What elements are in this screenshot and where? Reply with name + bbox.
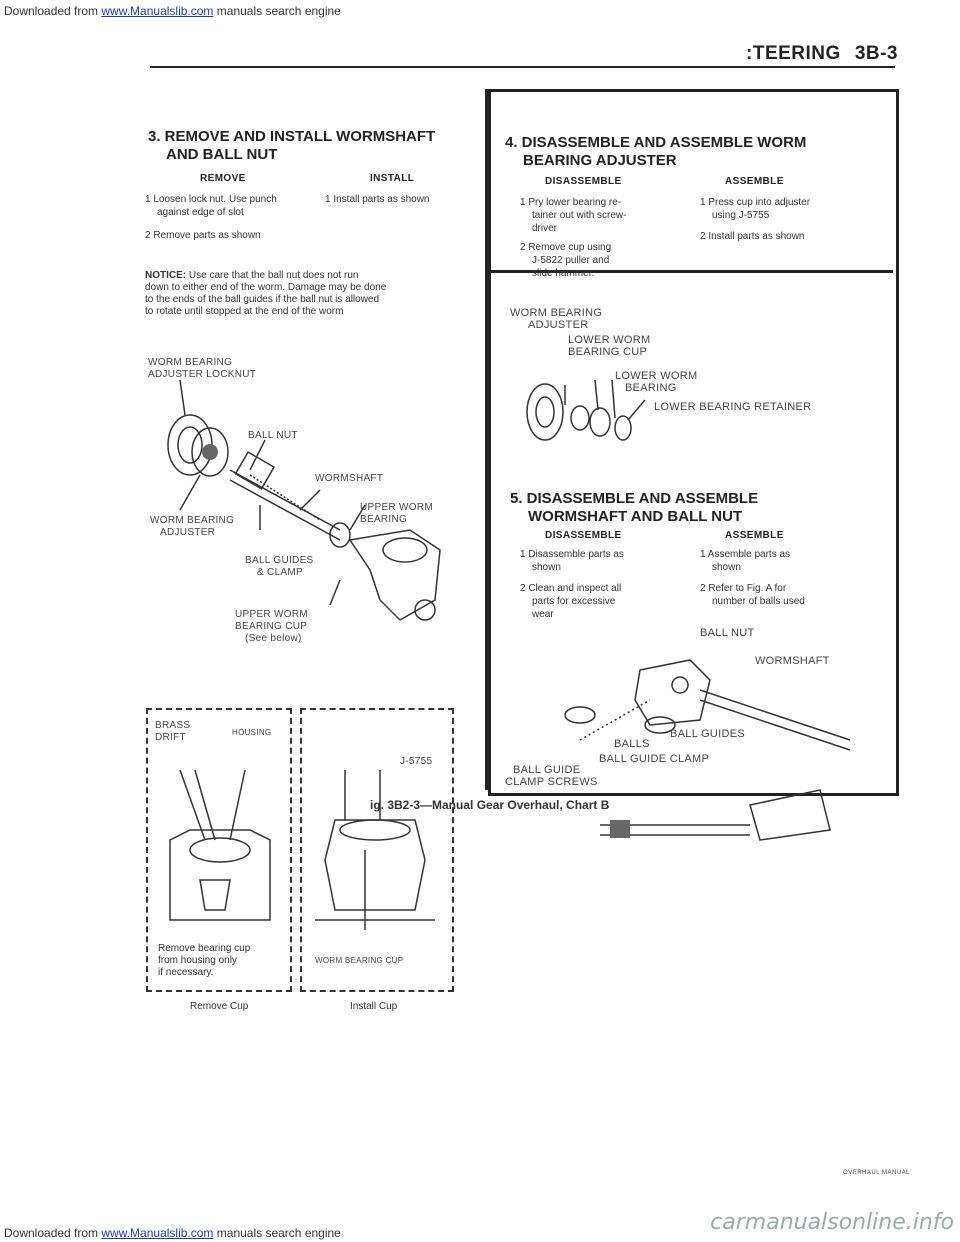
- section5-assemble-header: ASSEMBLE: [725, 530, 784, 541]
- section4-disassemble-header: DISASSEMBLE: [545, 176, 622, 187]
- label-section5-ball-nut: BALL NUT: [700, 627, 755, 639]
- install-cup-illustration: [305, 760, 445, 930]
- bottom-download-banner: Downloaded from www.Manualslib.com manuals search engine: [4, 1226, 341, 1240]
- remove-cup-caption: Remove Cup: [190, 1001, 249, 1012]
- label-worm-bearing-adjuster: WORM BEARING ADJUSTER: [510, 307, 603, 331]
- label-brass-drift: BRASS DRIFT: [155, 720, 191, 743]
- section3-install-steps: 1 Install parts as shown: [325, 194, 430, 205]
- manualslib-footer-link[interactable]: www.Manualslib.com: [101, 1226, 214, 1240]
- label-j5755: J-5755: [400, 756, 433, 767]
- section5-disassemble-header: DISASSEMBLE: [545, 530, 622, 541]
- section5-disassemble-steps: 1 Disassemble parts as shown 2 Clean and inspect all parts for excessive wear: [520, 549, 624, 620]
- section4-title: 4. DISASSEMBLE AND ASSEMBLE WORM BEARING ADJUSTER: [505, 134, 807, 169]
- section3-title: 3. REMOVE AND INSTALL WORMSHAFT AND BALL NUT: [148, 128, 436, 163]
- label-lower-worm-bearing-cup: LOWER WORM BEARING CUP: [568, 334, 651, 358]
- manualslib-link[interactable]: www.Manualslib.com: [101, 4, 214, 18]
- section3-remove-steps: 1 Loosen lock nut. Use punch against edge of slot 2 Remove parts as shown: [145, 194, 277, 241]
- label-section5-wormshaft: WORMSHAFT: [755, 655, 830, 667]
- label-ball-nut: BALL NUT: [248, 430, 298, 441]
- section3-remove-header: REMOVE: [200, 173, 246, 184]
- install-cup-caption: Install Cup: [350, 1001, 398, 1012]
- label-section5-ball-guides: BALL GUIDES: [670, 728, 746, 740]
- overhaul-manual-tag: OVERHAUL MANUAL: [843, 1170, 910, 1176]
- section3-install-header: INSTALL: [370, 173, 415, 184]
- page-number: 3B-3: [854, 43, 898, 64]
- header-rule: [150, 66, 895, 68]
- label-lower-worm-bearing: LOWER WORM BEARING: [615, 370, 698, 394]
- top-download-banner: Downloaded from www.Manualslib.com manuals search engine: [4, 4, 341, 18]
- label-locknut: WORM BEARING ADJUSTER LOCKNUT: [148, 357, 257, 380]
- page-header: [746, 43, 898, 65]
- section4-assemble-steps: 1 Press cup into adjuster using J-5755 2 Install parts as shown: [700, 197, 811, 242]
- label-upper-worm-cup: UPPER WORM BEARING CUP (See below): [235, 609, 308, 644]
- label-housing: HOUSING: [232, 728, 272, 737]
- section5-assemble-steps: 1 Assemble parts as shown 2 Refer to Fig. A for number of balls used: [700, 549, 805, 607]
- label-clamp-screws: BALL GUIDE CLAMP SCREWS: [505, 764, 598, 788]
- page-title: :TEERING: [746, 43, 841, 64]
- label-adjuster: WORM BEARING ADJUSTER: [150, 515, 235, 538]
- label-worm-bearing-cup: WORM BEARING CUP: [315, 956, 404, 965]
- figure-caption: ig. 3B2-3—Manual Gear Overhaul, Chart B: [370, 798, 610, 812]
- label-section5-balls: BALLS: [614, 738, 650, 750]
- label-lower-bearing-retainer: LOWER BEARING RETAINER: [654, 401, 812, 413]
- label-ball-guides: BALL GUIDES & CLAMP: [245, 555, 314, 578]
- label-ball-guide-clamp: BALL GUIDE CLAMP: [599, 753, 710, 765]
- section3-notice: NOTICE: Use care that the ball nut does not run down to either end of the worm. Damage may be done to the ends of the ball guides if the ball nut is allowed to rotate until stopped at the end of the worm: [145, 270, 387, 317]
- carmanualsonline-watermark: carmanualsonline.info: [710, 1210, 954, 1235]
- label-wormshaft: WORMSHAFT: [315, 473, 384, 484]
- remove-cup-illustration: [150, 760, 285, 925]
- section5-title: 5. DISASSEMBLE AND ASSEMBLE WORMSHAFT AND BALL NUT: [510, 490, 759, 525]
- section4-disassemble-steps: 1 Pry lower bearing re- tainer out with screw- driver 2 Remove cup using J-5822 puller and slide hammer.: [520, 197, 627, 279]
- section4-assemble-header: ASSEMBLE: [725, 176, 784, 187]
- label-upper-worm-bearing: UPPER WORM BEARING: [360, 502, 433, 525]
- remove-cup-note: Remove bearing cup from housing only if necessary.: [158, 943, 251, 978]
